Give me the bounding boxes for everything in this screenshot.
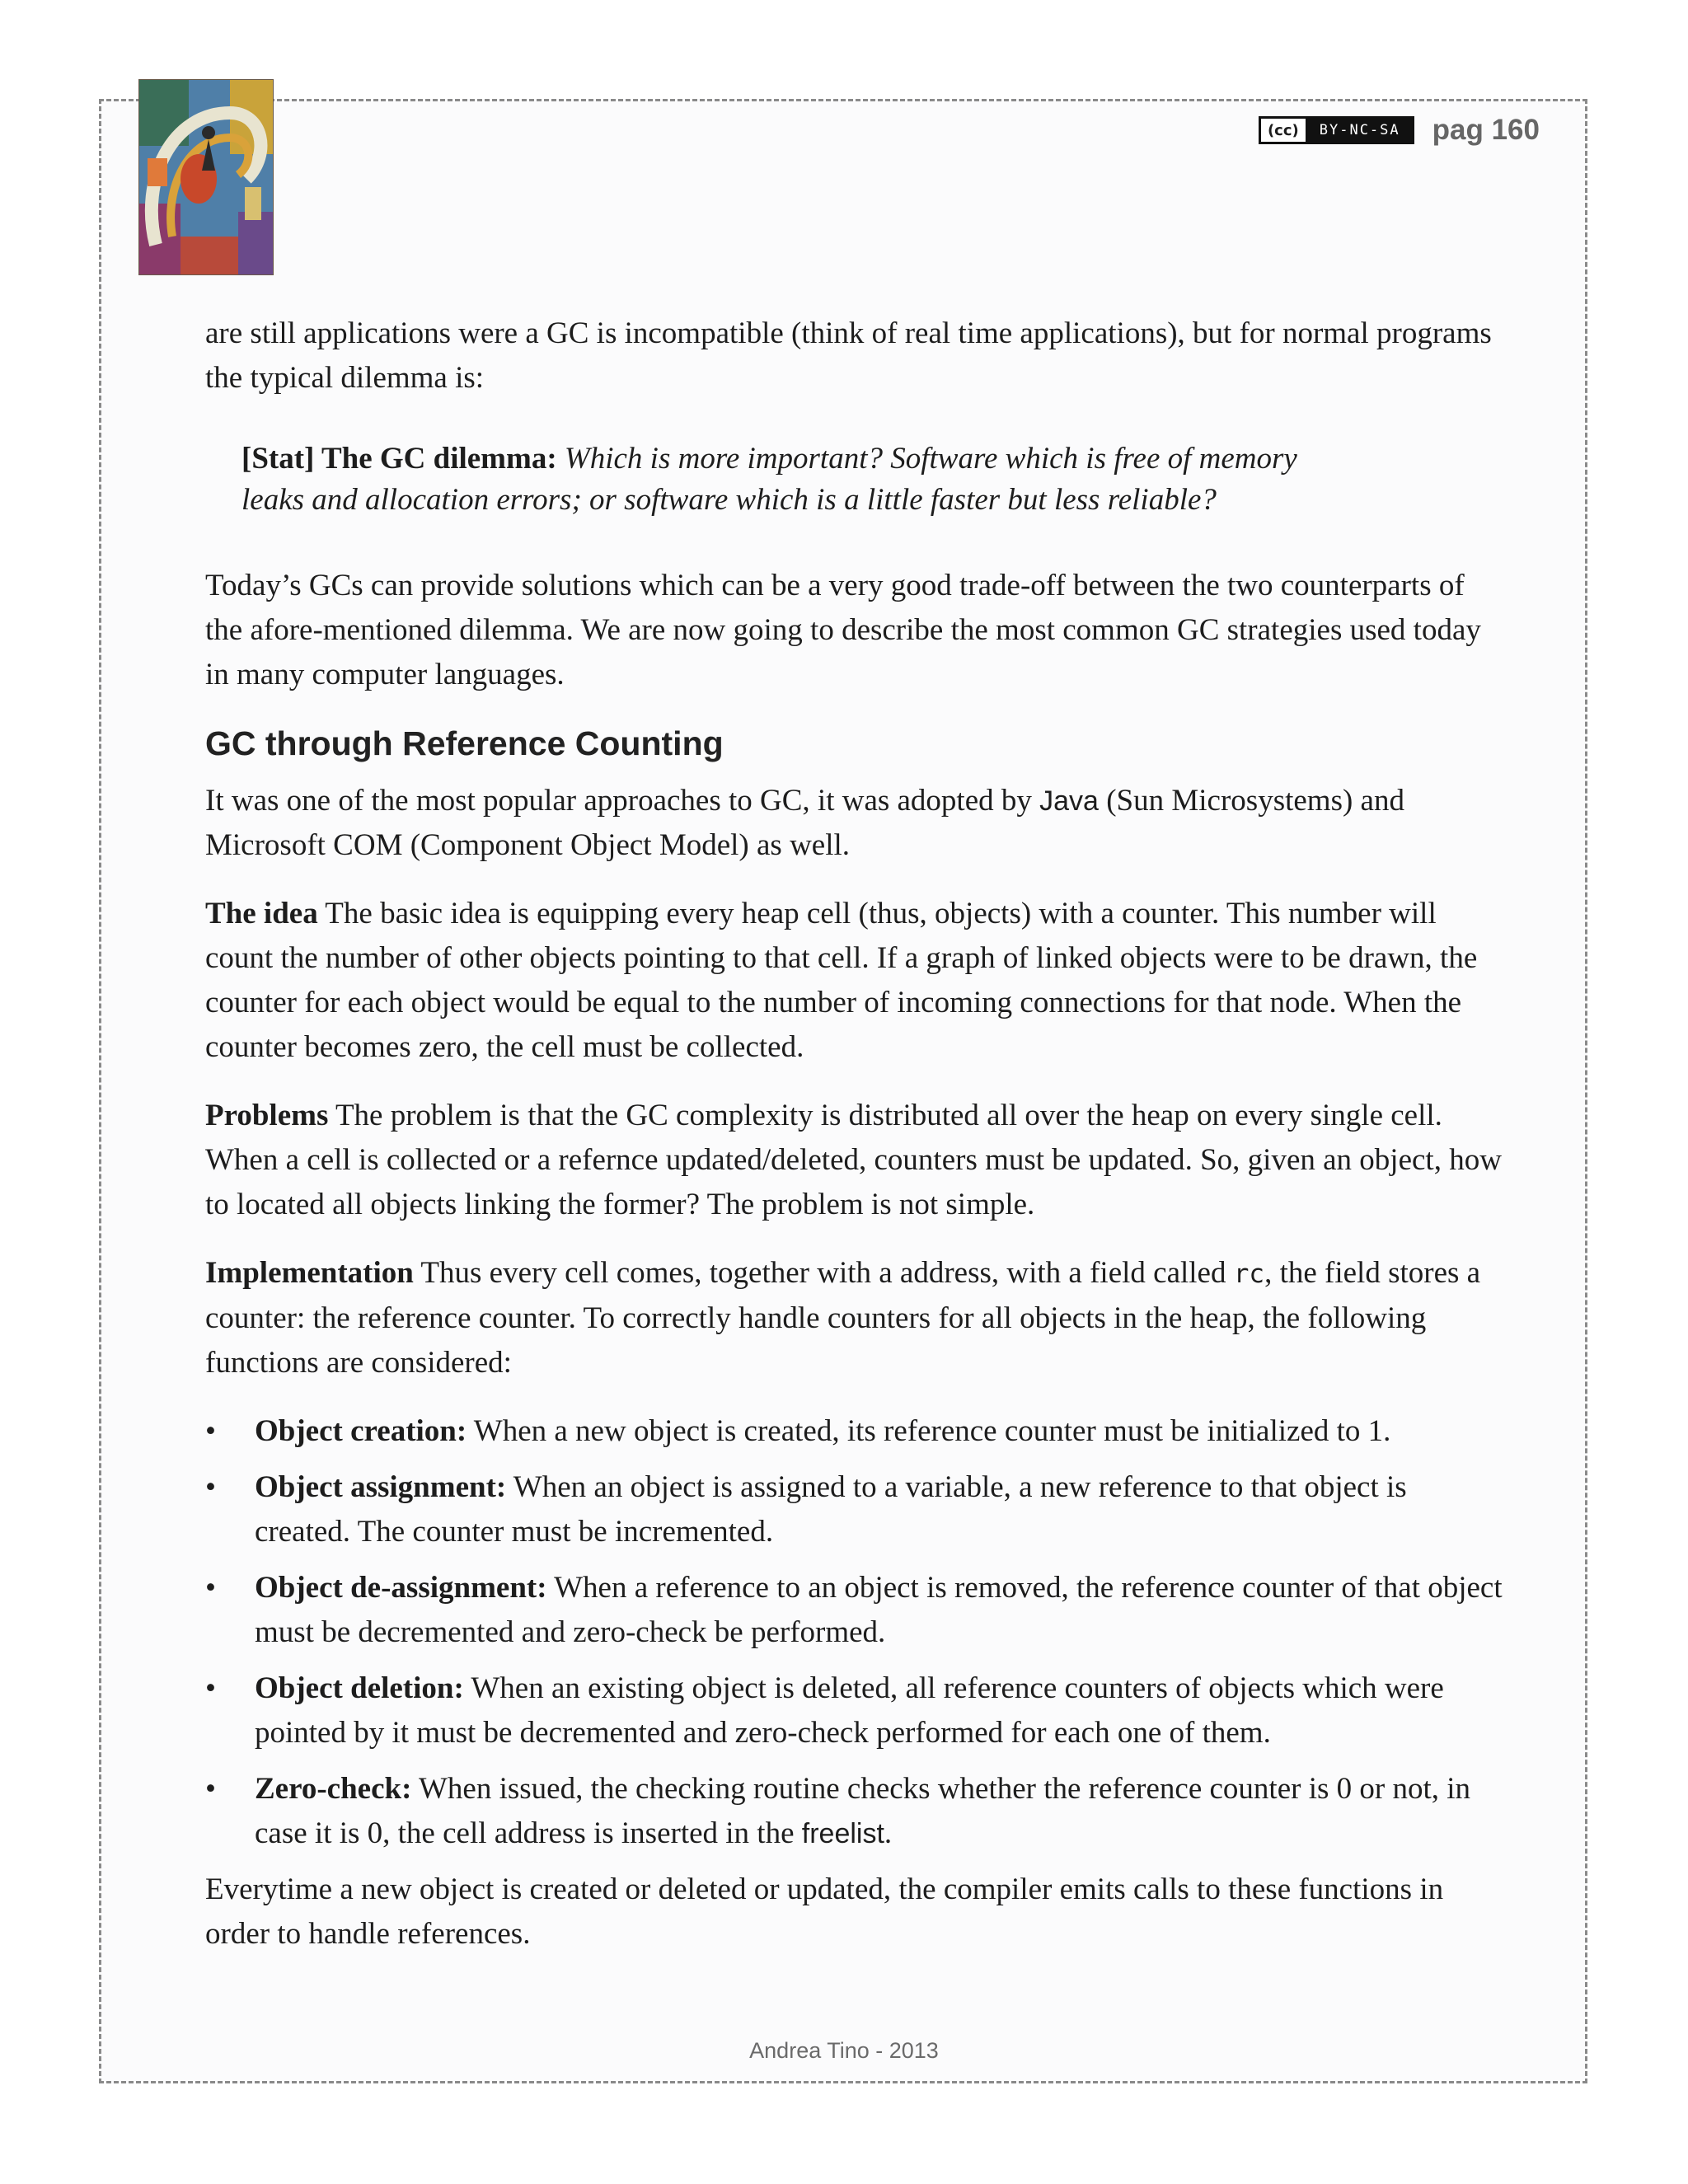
popular-text-before: It was one of the most popular approaches to GC, it was adopted by bbox=[205, 784, 1040, 818]
freelist-term: freelist bbox=[801, 1818, 884, 1849]
list-item-text: When a new object is created, its reference counter must be initialized to 1. bbox=[467, 1414, 1391, 1448]
list-item-label: Object de-assignment: bbox=[255, 1571, 547, 1605]
java-term: Java bbox=[1039, 785, 1099, 817]
list-item bbox=[205, 1566, 1507, 1655]
list-item-label: Object assignment: bbox=[255, 1470, 507, 1504]
rc-field-code: rc bbox=[1233, 1259, 1265, 1289]
bullet-icon: • bbox=[205, 1470, 216, 1504]
cover-artwork bbox=[139, 80, 273, 274]
intro-paragraph: are still applications were a GC is incompatible (think of real time applications), but for normal programs the typical dilemma is: bbox=[205, 316, 1492, 395]
list-item-label: Object creation: bbox=[255, 1414, 467, 1448]
idea-paragraph bbox=[205, 892, 1507, 1070]
closing-paragraph: Everytime a new object is created or deleted or updated, the compiler emits calls to these functions in order to handle references. bbox=[205, 1872, 1444, 1951]
book-cover-image bbox=[138, 79, 274, 275]
list-item bbox=[205, 1409, 1507, 1454]
section-title: GC through Reference Counting bbox=[205, 724, 724, 762]
tradeoff-paragraph: Today’s GCs can provide solutions which can be a very good trade-off between the two counterparts of the afore-mentioned dilemma. We are now going to describe the most common GC strategies used today in many computer languages. bbox=[205, 569, 1481, 691]
idea-label: The idea bbox=[205, 897, 318, 930]
implementation-label: Implementation bbox=[205, 1256, 414, 1290]
list-item-text: When an existing object is deleted, all reference counters of objects which were pointed by it must be decremented and zero-check performed for each one of them. bbox=[255, 1671, 1444, 1750]
idea-text: The basic idea is equipping every heap cell (thus, objects) with a counter. This number will count the number of other objects pointing to that cell. If a graph of linked objects were to be drawn, the counter for each object would be equal to the number of incoming connections for that node. When the counter becomes zero, the cell must be collected. bbox=[205, 897, 1478, 1064]
problems-paragraph bbox=[205, 1094, 1507, 1227]
popular-paragraph bbox=[205, 779, 1507, 868]
page-footer: Andrea Tino - 2013 bbox=[749, 2038, 939, 2063]
popular-text-after: (Sun Microsystems) and Microsoft COM (Component Object Model) as well. bbox=[205, 784, 1404, 862]
stat-label: [Stat] The GC dilemma: bbox=[241, 442, 557, 476]
list-item-text: When an object is assigned to a variable, a new reference to that object is created. The counter must be incremented. bbox=[255, 1470, 1407, 1549]
cc-license-badge bbox=[1259, 116, 1414, 144]
bullet-icon: • bbox=[205, 1772, 216, 1806]
list-item-text-end: . bbox=[884, 1816, 893, 1850]
problems-text: The problem is that the GC complexity is distributed all over the heap on every single cell. When a cell is collected or a refernce updated/deleted, counters must be updated. So, given an object, how to located all objects linking the former? The problem is not simple. bbox=[205, 1099, 1502, 1221]
list-item-text: When a reference to an object is removed, the reference counter of that object must be decremented and zero-check be performed. bbox=[255, 1571, 1503, 1649]
stat-text-line1: Which is more important? Software which is free of memory bbox=[564, 442, 1297, 476]
implementation-text-after: , the field stores a counter: the reference counter. To correctly handle counters for all objects in the heap, the following functions are considered: bbox=[205, 1256, 1481, 1380]
list-item-label: Zero-check: bbox=[255, 1772, 412, 1806]
bullet-icon: • bbox=[205, 1571, 216, 1605]
list-item bbox=[205, 1465, 1507, 1554]
list-item-label: Object deletion: bbox=[255, 1671, 464, 1705]
list-item-text: When issued, the checking routine checks whether the reference counter is 0 or not, in case it is 0, the cell address is inserted in the bbox=[255, 1772, 1471, 1850]
list-item bbox=[205, 1666, 1507, 1755]
problems-label: Problems bbox=[205, 1099, 329, 1132]
stat-text-line2: leaks and allocation errors; or software which is a little faster but less reliable? bbox=[241, 483, 1217, 517]
license-label: BY-NC-SA bbox=[1308, 119, 1412, 142]
page-header bbox=[1259, 114, 1540, 147]
stat-block bbox=[205, 438, 1507, 521]
functions-list bbox=[205, 1409, 1507, 1856]
bullet-icon: • bbox=[205, 1671, 216, 1705]
bullet-icon: • bbox=[205, 1414, 216, 1448]
implementation-text-before: Thus every cell comes, together with a address, with a field called bbox=[413, 1256, 1234, 1290]
cc-icon: (cc) bbox=[1261, 119, 1308, 142]
page-content bbox=[205, 312, 1507, 1957]
list-item bbox=[205, 1767, 1507, 1856]
page-number: pag 160 bbox=[1432, 114, 1540, 146]
implementation-paragraph bbox=[205, 1251, 1507, 1385]
